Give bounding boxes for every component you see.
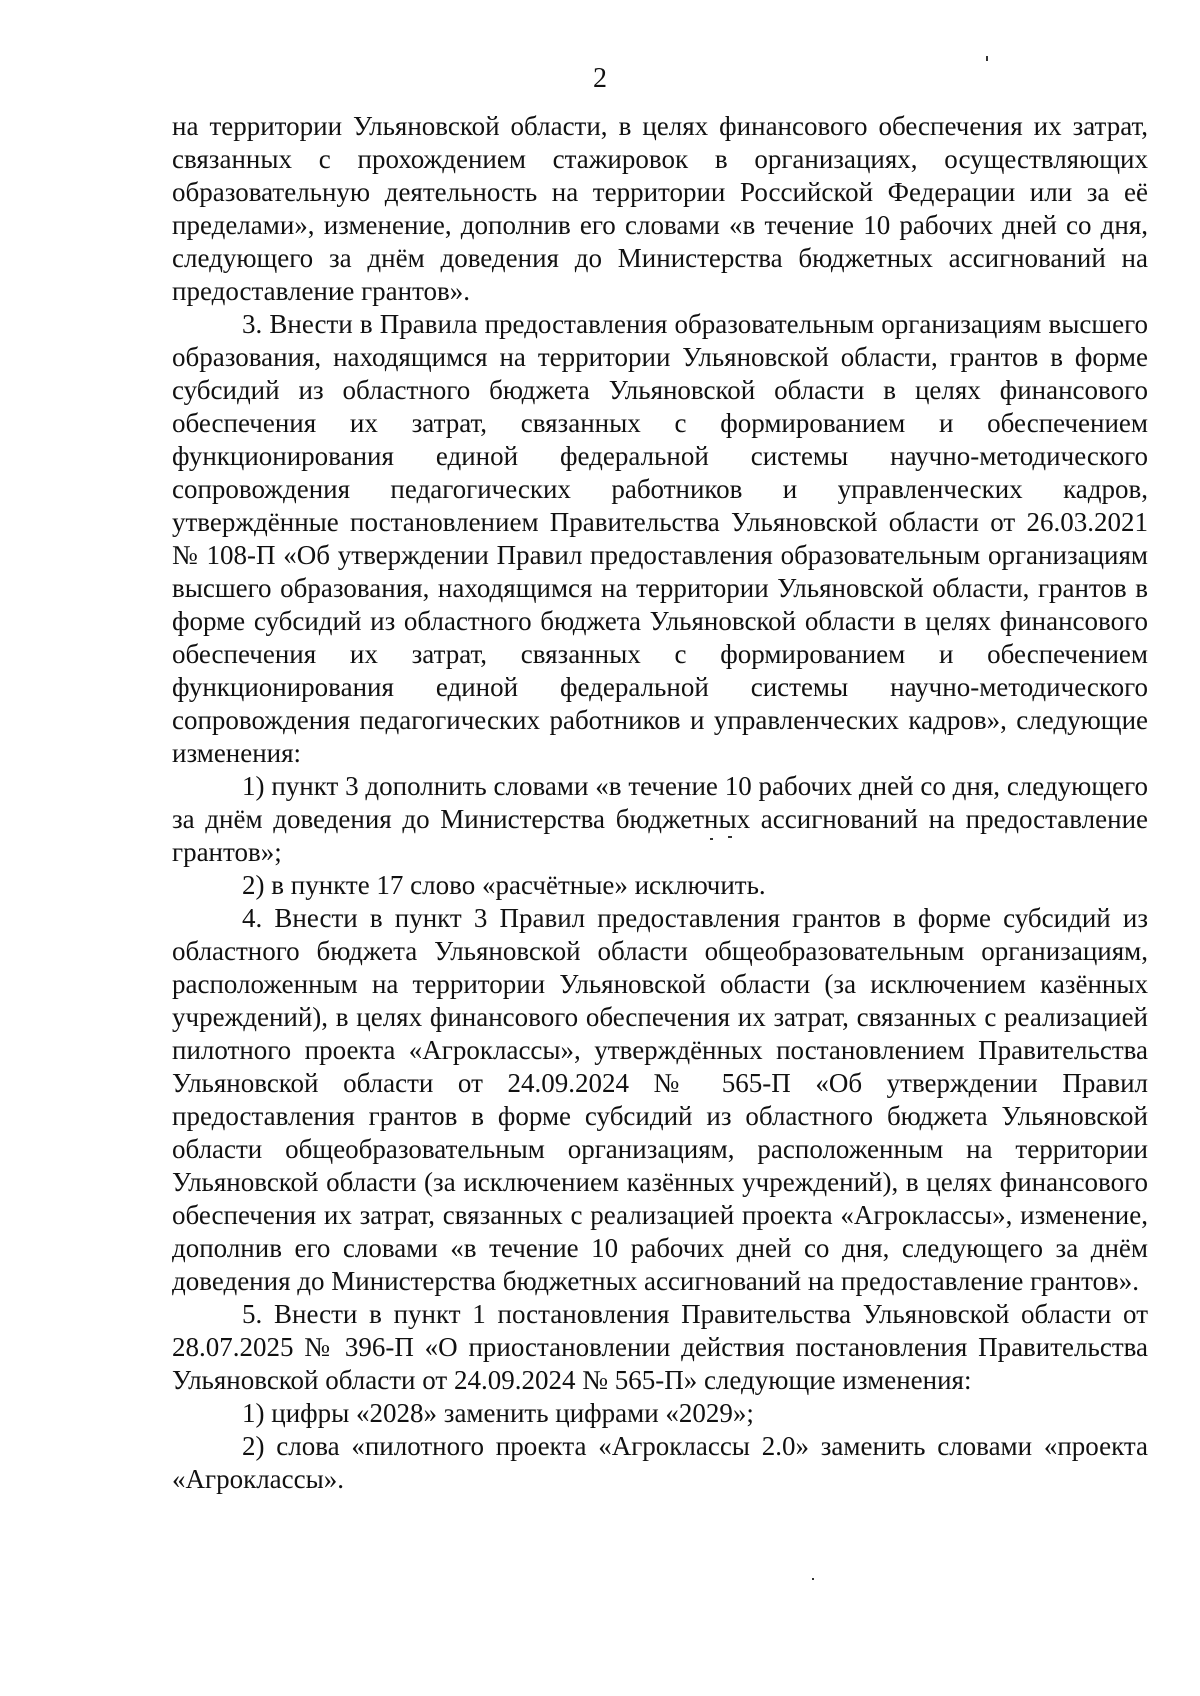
scan-speck <box>812 1578 814 1580</box>
document-body <box>172 110 1148 1496</box>
scan-speck <box>986 56 988 61</box>
paragraph-item-5-sub-1: 1) цифры «2028» заменить цифрами «2029»; <box>242 1398 754 1428</box>
paragraph-item-5: 5. Внести в пункт 1 постановления Правительства Ульяновской области от 28.07.2025 № 396-П «О приостановлении действия постановления Правительства Ульяновской области от 24.09.2024 № 565-П» следующие изменения: <box>172 1299 1148 1395</box>
paragraph-item-3-sub-1: 1) пункт 3 дополнить словами «в течение 10 рабочих дней со дня, следующего за днём доведения до Министерства бюджетных ассигнований на предоставление грантов»; <box>172 771 1148 867</box>
paragraph-item-3-sub-2: 2) в пункте 17 слово «расчётные» исключить. <box>242 870 766 900</box>
paragraph-continuation: на территории Ульяновской области, в целях финансового обеспечения их затрат, связанных с прохождением стажировок в организациях, осуществляющих образовательную деятельность на территории Российской Федерации или за её пределами», изменение, дополнив его словами «в течение 10 рабочих дней со дня, следующего за днём доведения до Министерства бюджетных ассигнований на предоставление грантов». <box>172 111 1148 306</box>
page-number: 2 <box>593 63 607 94</box>
paragraph-item-5-sub-2: 2) слова «пилотного проекта «Агроклассы 2.0» заменить словами «проекта «Агроклассы». <box>172 1431 1148 1494</box>
paragraph-item-3: 3. Внести в Правила предоставления образовательным организациям высшего образования, находящимся на территории Ульяновской области, грантов в форме субсидий из областного бюджета Ульяновской области в целях финансового обеспечения их затрат, связанных с формированием и обеспечением функционирования единой федеральной системы научно-методического сопровождения педагогических работников и управленческих кадров, утверждённые постановлением Правительства Ульяновской области от 26.03.2021 № 108-П «Об утверждении Правил предоставления образовательным организациям высшего образования, находящимся на территории Ульяновской области, грантов в форме субсидий из областного бюджета Ульяновской области в целях финансового обеспечения их затрат, связанных с формированием и обеспечением функционирования единой федеральной системы научно-методического сопровождения педагогических работников и управленческих кадров», следующие изменения: <box>172 309 1148 768</box>
paragraph-item-4: 4. Внести в пункт 3 Правил предоставления грантов в форме субсидий из областного бюджета Ульяновской области общеобразовательным организациям, расположенным на территории Ульяновской области (за исключением казённых учреждений), в целях финансового обеспечения их затрат, связанных с реализацией пилотного проекта «Агроклассы», утверждённых постановлением Правительства Ульяновской области от 24.09.2024 № 565-П «Об утверждении Правил предоставления грантов в форме субсидий из областного бюджета Ульяновской области общеобразовательным организациям, расположенным на территории Ульяновской области (за исключением казённых учреждений), в целях финансового обеспечения их затрат, связанных с реализацией проекта «Агроклассы», изменение, дополнив его словами «в течение 10 рабочих дней со дня, следующего за днём доведения до Министерства бюджетных ассигнований на предоставление грантов». <box>172 903 1148 1296</box>
